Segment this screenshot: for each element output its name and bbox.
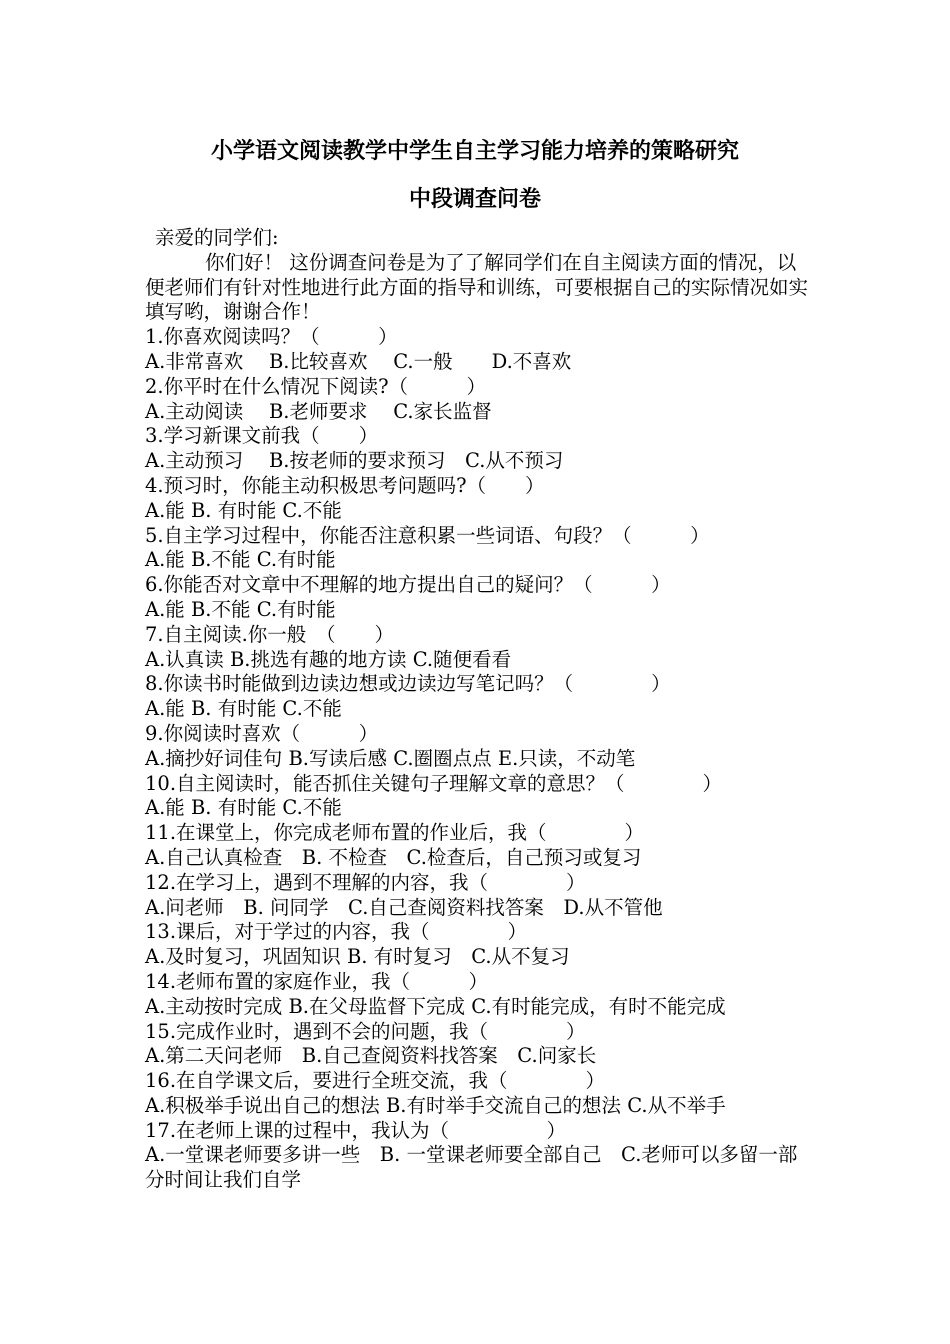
question-1 bbox=[145, 325, 815, 375]
question-text: 10.自主阅读时，能否抓住关键句子理解文章的意思？（ ） bbox=[145, 771, 723, 795]
question-text: 9.你阅读时喜欢（ ） bbox=[145, 721, 379, 745]
question-8 bbox=[145, 672, 815, 722]
question-6 bbox=[145, 573, 815, 623]
question-text: 15.完成作业时，遇到不会的问题，我（ ） bbox=[145, 1019, 586, 1043]
question-text: 4.预习时，你能主动积极思考问题吗?（ ） bbox=[145, 473, 545, 497]
intro-paragraph: 你们好！ 这份调查问卷是为了了解同学们在自主阅读方面的情况，以便老师们有针对性地进行此方面的指导和训练，可要根据自己的实际情况如实填写哟，谢谢合作！ bbox=[145, 250, 809, 324]
question-options: A.能 B.不能 C.有时能 bbox=[145, 597, 336, 621]
question-text: 1.你喜欢阅读吗？（ ） bbox=[145, 325, 398, 349]
question-11 bbox=[145, 821, 815, 871]
question-options: A.能 B. 有时能 C.不能 bbox=[145, 498, 342, 522]
question-options: A.主动阅读 B.老师要求 C.家长监督 bbox=[145, 399, 492, 423]
question-text: 14.老师布置的家庭作业，我（ ） bbox=[145, 969, 489, 993]
question-text: 6.你能否对文章中不理解的地方提出自己的疑问？（ ） bbox=[145, 573, 671, 597]
greeting: 亲爱的同学们: bbox=[155, 226, 279, 249]
question-7 bbox=[145, 623, 815, 673]
question-options: A.主动预习 B.按老师的要求预习 C.从不预习 bbox=[145, 449, 564, 473]
question-options: A.问老师 B. 问同学 C.自己查阅资料找答案 D.从不管他 bbox=[145, 895, 663, 919]
question-options: A.能 B. 有时能 C.不能 bbox=[145, 796, 342, 820]
question-text: 3.学习新课文前我（ ） bbox=[145, 424, 379, 448]
question-options: A.一堂课老师要多讲一些 B. 一堂课老师要全部自己 C.老师可以多留一部分时间让我们自学 bbox=[145, 1143, 798, 1192]
question-text: 16.在自学课文后，要进行全班交流，我（ ） bbox=[145, 1069, 606, 1093]
document-title: 小学语文阅读教学中学生自主学习能力培养的策略研究 bbox=[210, 139, 739, 164]
question-options: A.及时复习，巩固知识 B. 有时复习 C.从不复习 bbox=[145, 945, 570, 969]
question-5 bbox=[145, 524, 815, 574]
question-4 bbox=[145, 474, 815, 524]
question-options: A.摘抄好词佳句 B.写读后感 C.圈圈点点 E.只读，不动笔 bbox=[145, 746, 636, 770]
question-text: 7.自主阅读.你一般 （ ） bbox=[145, 622, 395, 646]
question-14 bbox=[145, 970, 815, 1020]
question-text: 12.在学习上，遇到不理解的内容，我（ ） bbox=[145, 870, 586, 894]
question-options: A.能 B.不能 C.有时能 bbox=[145, 548, 336, 572]
question-options: A.能 B. 有时能 C.不能 bbox=[145, 697, 342, 721]
question-text: 13.课后，对于学过的内容，我（ ） bbox=[145, 920, 528, 944]
question-text: 2.你平时在什么情况下阅读?（ ） bbox=[145, 374, 487, 398]
question-options: A.主动按时完成 B.在父母监督下完成 C.有时能完成，有时不能完成 bbox=[145, 994, 726, 1018]
question-9 bbox=[145, 722, 815, 772]
question-12 bbox=[145, 871, 815, 921]
question-3 bbox=[145, 424, 815, 474]
question-15 bbox=[145, 1020, 815, 1070]
question-options: A.积极举手说出自己的想法 B.有时举手交流自己的想法 C.从不举手 bbox=[145, 1093, 726, 1117]
question-text: 5.自主学习过程中，你能否注意积累一些词语、句段？（ ） bbox=[145, 523, 710, 547]
question-options: A.非常喜欢 B.比较喜欢 C.一般 D.不喜欢 bbox=[145, 349, 572, 373]
question-options: A.第二天问老师 B.自己查阅资料找答案 C.问家长 bbox=[145, 1044, 597, 1068]
question-16 bbox=[145, 1069, 815, 1119]
questionnaire-body bbox=[145, 226, 815, 1193]
question-text: 17.在老师上课的过程中，我认为（ ） bbox=[145, 1118, 567, 1142]
question-text: 11.在课堂上，你完成老师布置的作业后，我（ ） bbox=[145, 821, 645, 845]
question-options: A.自己认真检查 B. 不检查 C.检查后，自己预习或复习 bbox=[145, 845, 642, 869]
question-2 bbox=[145, 375, 815, 425]
question-13 bbox=[145, 920, 815, 970]
question-10 bbox=[145, 772, 815, 822]
question-17 bbox=[145, 1119, 815, 1193]
document-subtitle: 中段调查问卷 bbox=[408, 187, 541, 212]
question-options: A.认真读 B.挑选有趣的地方读 C.随便看看 bbox=[145, 647, 512, 671]
question-text: 8.你读书时能做到边读边想或边读边写笔记吗？（ ） bbox=[145, 672, 671, 696]
